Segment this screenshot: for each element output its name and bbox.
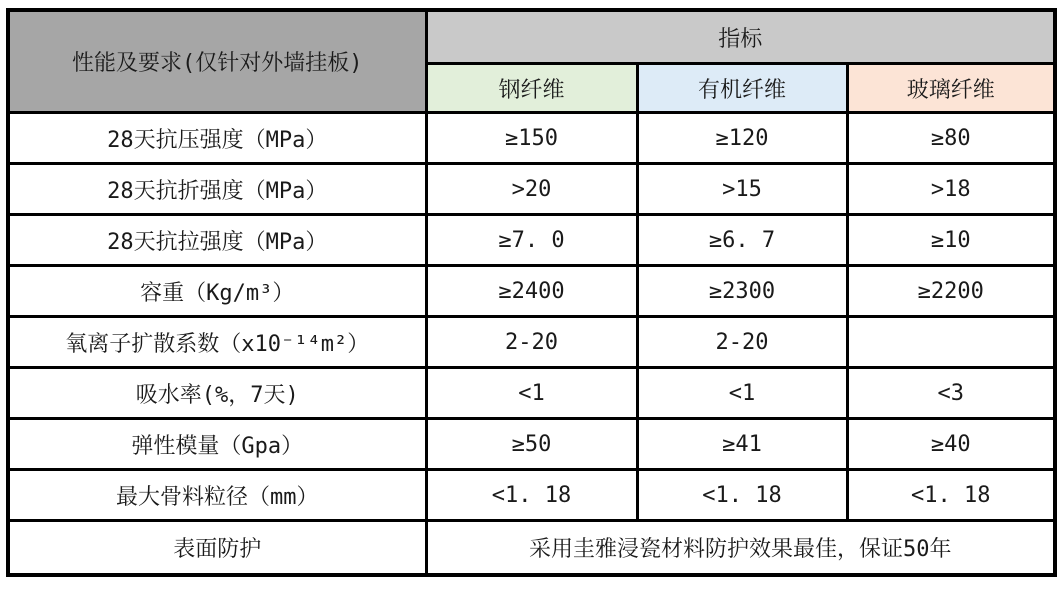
cell-value: ≥2300	[637, 266, 847, 317]
cell-value: ≥120	[637, 113, 847, 164]
table-row	[8, 368, 1055, 419]
cell-value: ≥50	[426, 419, 637, 470]
cell-value: <1. 18	[847, 470, 1055, 521]
cell-value: ≥2400	[426, 266, 637, 317]
cell-value: 2-20	[426, 317, 637, 368]
group-header-cell: 指标	[426, 10, 1055, 64]
cell-value: ≥10	[847, 215, 1055, 266]
row-label: 吸水率(%，7天)	[8, 368, 426, 419]
table-row	[8, 317, 1055, 368]
cell-value: ≥41	[637, 419, 847, 470]
cell-value: ≥2200	[847, 266, 1055, 317]
cell-value: ≥6. 7	[637, 215, 847, 266]
cell-value	[847, 317, 1055, 368]
row-label: 28天抗压强度（MPa）	[8, 113, 426, 164]
cell-value: <3	[847, 368, 1055, 419]
cell-value: >18	[847, 164, 1055, 215]
cell-value: <1. 18	[426, 470, 637, 521]
table-row	[8, 164, 1055, 215]
table-row	[8, 419, 1055, 470]
row-label: 表面防护	[8, 521, 426, 576]
table-row-surface-protection	[8, 521, 1055, 576]
cell-value: >15	[637, 164, 847, 215]
surface-protection-value: 采用圭雅浸瓷材料防护效果最佳，保证50年	[426, 521, 1055, 576]
table-row	[8, 266, 1055, 317]
cell-value: ≥80	[847, 113, 1055, 164]
cell-value: 2-20	[637, 317, 847, 368]
spec-table	[6, 8, 1057, 577]
column-header-glass-fiber: 玻璃纤维	[847, 64, 1055, 113]
column-header-steel-fiber: 钢纤维	[426, 64, 637, 113]
table-row	[8, 215, 1055, 266]
header-row-group	[8, 10, 1055, 64]
row-label: 弹性模量（Gpa）	[8, 419, 426, 470]
cell-value: <1	[637, 368, 847, 419]
row-label: 28天抗折强度（MPa）	[8, 164, 426, 215]
row-label: 容重（Kg/m³）	[8, 266, 426, 317]
cell-value: ≥150	[426, 113, 637, 164]
cell-value: ≥40	[847, 419, 1055, 470]
table-row	[8, 470, 1055, 521]
cell-value: <1	[426, 368, 637, 419]
cell-value: <1. 18	[637, 470, 847, 521]
column-header-organic-fiber: 有机纤维	[637, 64, 847, 113]
row-label: 最大骨料粒径（mm）	[8, 470, 426, 521]
cell-value: >20	[426, 164, 637, 215]
corner-header-cell: 性能及要求(仅针对外墙挂板)	[8, 10, 426, 113]
cell-value: ≥7. 0	[426, 215, 637, 266]
row-label: 氧离子扩散系数（x10⁻¹⁴m²）	[8, 317, 426, 368]
row-label: 28天抗拉强度（MPa）	[8, 215, 426, 266]
table-row	[8, 113, 1055, 164]
